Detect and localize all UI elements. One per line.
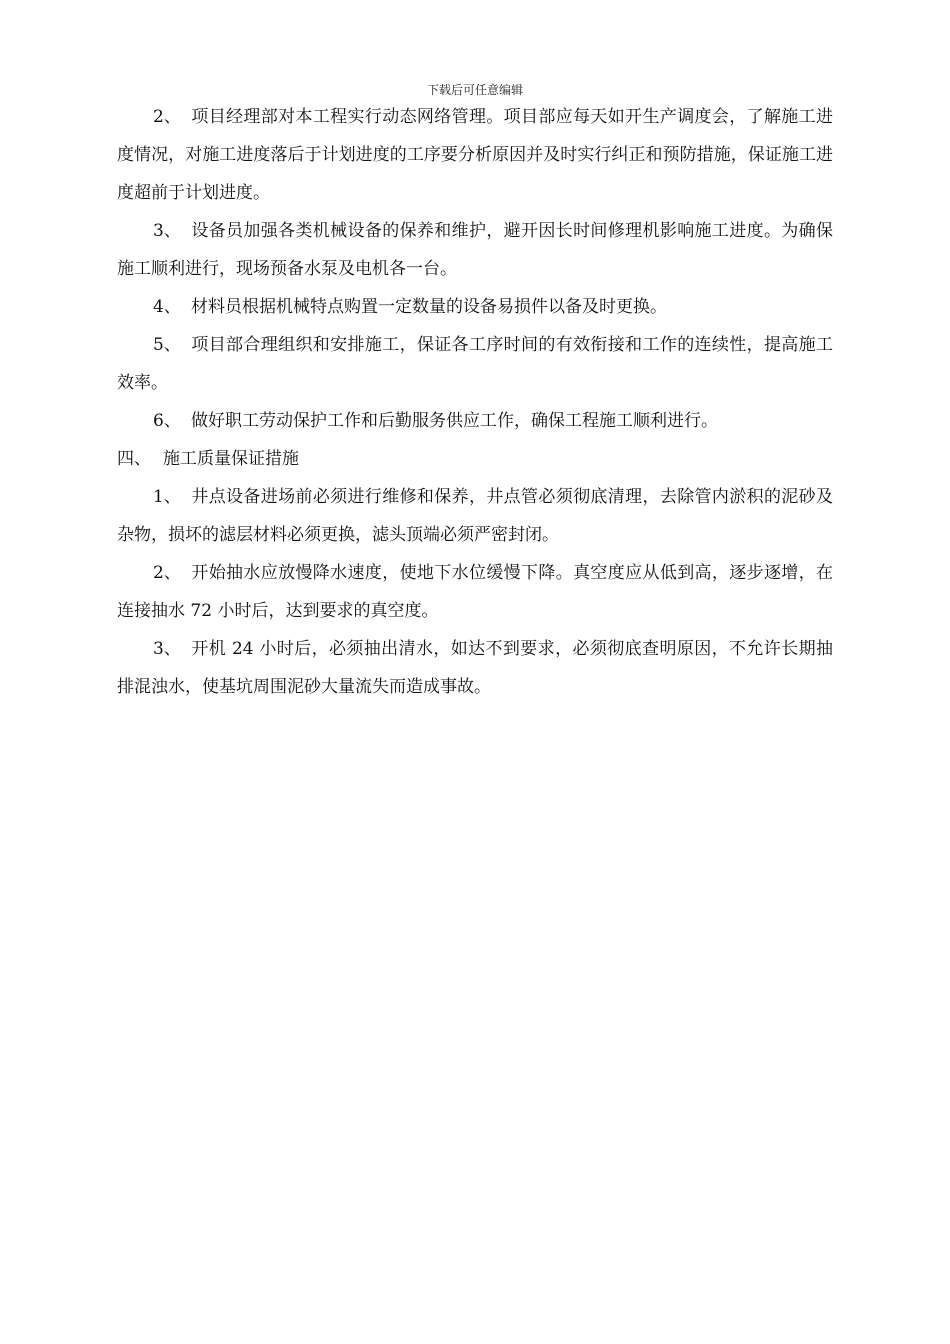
section-heading [117,440,833,478]
paragraph-text: 开始抽水应放慢降水速度，使地下水位缓慢下降。真空度应从低到高，逐步逐增，在连接抽水 72 小时后，达到要求的真空度。 [117,563,833,621]
paragraph-text: 设备员加强各类机械设备的保养和维护，避开因长时间修理机影响施工进度。为确保施工顺利进行，现场预备水泵及电机各一台。 [117,221,833,279]
paragraph-text: 项目部合理组织和安排施工，保证各工序时间的有效衔接和工作的连续性，提高施工效率。 [117,335,833,393]
section-paragraph-3 [117,630,833,706]
section-number: 四、 [117,449,151,469]
document-body [117,98,833,706]
paragraph-text: 井点设备进场前必须进行维修和保养，井点管必须彻底清理，去除管内淤积的泥砂及杂物，损坏的滤层材料必须更换，滤头顶端必须严密封闭。 [117,487,833,545]
paragraph-4 [117,288,833,326]
paragraph-5 [117,326,833,402]
paragraph-text: 项目经理部对本工程实行动态网络管理。项目部应每天如开生产调度会，了解施工进度情况，对施工进度落后于计划进度的工序要分析原因并及时实行纠正和预防措施，保证施工进度超前于计划进度。 [117,107,833,203]
paragraph-text: 做好职工劳动保护工作和后勤服务供应工作，确保工程施工顺利进行。 [191,411,718,431]
paragraph-text: 材料员根据机械特点购置一定数量的设备易损件以备及时更换。 [191,297,667,317]
paragraph-number: 6、 [153,411,181,431]
paragraph-number: 3、 [153,221,181,241]
section-paragraph-2 [117,554,833,630]
header-note: 下载后可任意编辑 [426,83,523,97]
paragraph-text: 开机 24 小时后，必须抽出清水，如达不到要求，必须彻底查明原因，不允许长期抽排混浊水，使基坑周围泥砂大量流失而造成事故。 [117,639,833,697]
paragraph-number: 2、 [153,563,181,583]
paragraph-number: 1、 [153,487,181,507]
section-title: 施工质量保证措施 [163,449,299,469]
paragraph-number: 3、 [153,639,181,659]
paragraph-6 [117,402,833,440]
paragraph-3 [117,212,833,288]
paragraph-2 [117,98,833,212]
paragraph-number: 4、 [153,297,181,317]
paragraph-number: 2、 [153,107,181,127]
section-paragraph-1 [117,478,833,554]
paragraph-number: 5、 [153,335,181,355]
